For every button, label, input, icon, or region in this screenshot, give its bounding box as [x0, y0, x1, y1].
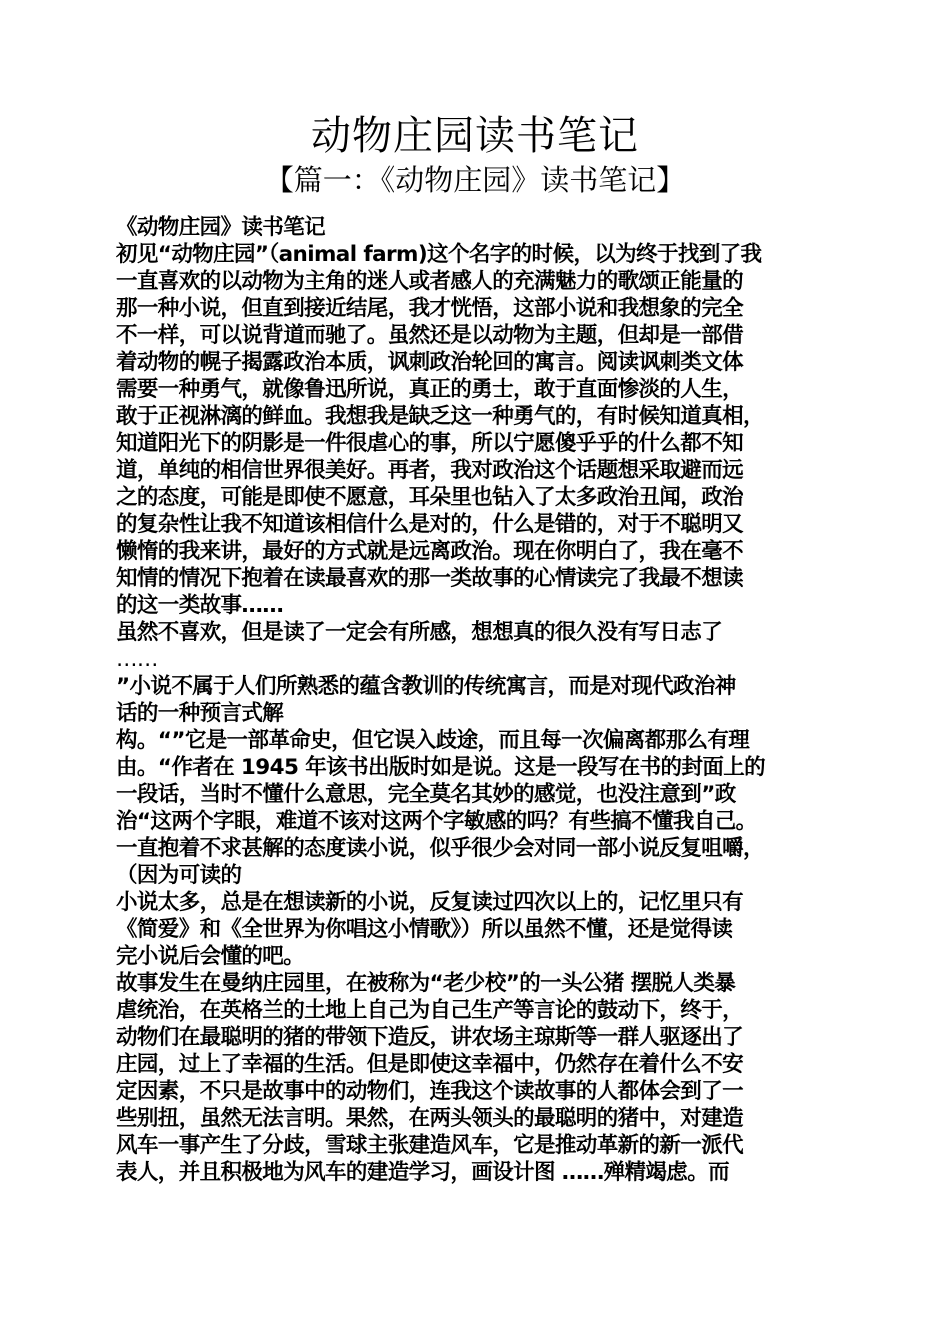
text-line: 不一样，可以说背道而驰了。虽然还是以动物为主题，但却是一部借 — [116, 323, 744, 348]
text-line: 虽然不喜欢，但是读了一定会有所感，想想真的很久没有写日志了 — [116, 620, 723, 645]
text-line: 表人，并且积极地为风车的建造学习，画设计图 ……殚精竭虑。而 — [116, 1160, 729, 1185]
text-line: 的复杂性让我不知道该相信什么是对的，什么是错的，对于不聪明又 — [116, 512, 744, 537]
text-line: 庄园，过上了幸福的生活。但是即使这幸福中，仍然存在着什么不安 — [116, 1052, 744, 1077]
text-line: 虐统治，在英格兰的土地上自己为自己生产等言论的鼓动下，终于， — [116, 998, 744, 1023]
text-line: 一直喜欢的以动物为主角的迷人或者感人的充满魅力的歌颂正能量的 — [116, 269, 744, 294]
text-line: 些别扭，虽然无法言明。果然，在两头领头的最聪明的猪中，对建造 — [116, 1106, 744, 1131]
text-line: 敢于正视淋漓的鲜血。我想我是缺乏这一种勇气的，有时候知道真相， — [116, 404, 764, 429]
text-line: 着动物的幌子揭露政治本质，讽刺政治轮回的寓言。阅读讽刺类文体 — [116, 350, 744, 375]
text-line: 知情的情况下抱着在读最喜欢的那一类故事的心情读完了我最不想读 — [116, 566, 744, 591]
text-line: 完小说后会懂的吧。 — [116, 944, 305, 969]
text-line: 的这一类故事…… — [116, 593, 284, 618]
text-line: 《简爱》和《全世界为你唱这小情歌》）所以虽然不懂，还是觉得读 — [116, 917, 733, 942]
text-line: 初见“动物庄园”（animal farm)这个名字的时候，以为终于找到了我 — [116, 242, 762, 267]
text-line: 那一种小说，但直到接近结尾，我才恍悟，这部小说和我想象的完全 — [116, 296, 744, 321]
text-line: 懒惰的我来讲，最好的方式就是远离政治。现在你明白了，我在毫不 — [116, 539, 744, 564]
text-line: 故事发生在曼纳庄园里，在被称为“老少校”的一头公猪 摆脱人类暴 — [116, 971, 736, 996]
text-line: （因为可读的 — [116, 863, 242, 888]
body-text — [116, 214, 852, 1186]
text-line: 由。“作者在 1945 年该书出版时如是说。这是一段写在书的封面上的 — [116, 755, 766, 780]
text-line: 一直抱着不求甚解的态度读小说，似乎很少会对同一部小说反复咀嚼， — [116, 836, 764, 861]
text-line: 定因素，不只是故事中的动物们，连我这个读故事的人都体会到了一 — [116, 1079, 744, 1104]
text-line: 小说太多，总是在想读新的小说，反复读过四次以上的，记忆里只有 — [116, 890, 744, 915]
text-line: 知道阳光下的阴影是一件很虐心的事，所以宁愿傻乎乎的什么都不知 — [116, 431, 744, 456]
text-line: 动物们在最聪明的猪的带领下造反，讲农场主琼斯等一群人驱逐出了 — [116, 1025, 744, 1050]
text-line: …… — [116, 647, 158, 672]
text-line: 之的态度，可能是即使不愿意，耳朵里也钻入了太多政治丑闻，政治 — [116, 485, 744, 510]
document-title: 动物庄园读书笔记 — [311, 113, 639, 159]
text-line: 治“这两个字眼，难道不该对这两个字敏感的吗？有些搞不懂我自己。 — [116, 809, 757, 834]
text-line: 道，单纯的相信世界很美好。再者，我对政治这个话题想采取避而远 — [116, 458, 744, 483]
text-line: 风车一事产生了分歧，雪球主张建造风车，它是推动革新的新一派代 — [116, 1133, 744, 1158]
text-line: 构。“”它是一部革命史，但它误入歧途，而且每一次偏离都那么有理 — [116, 728, 750, 753]
text-line: 一段话，当时不懂什么意思，完全莫名其妙的感觉，也没注意到”政 — [116, 782, 736, 807]
text-line: 需要一种勇气，就像鲁迅所说，真正的勇士，敢于直面惨淡的人生， — [116, 377, 744, 402]
text-line: 《动物庄园》读书笔记 — [116, 215, 326, 240]
text-line: 话的一种预言式解 — [116, 701, 284, 726]
document-subtitle: 【篇一：《动物庄园》读书笔记】 — [264, 163, 686, 197]
text-line: ”小说不属于人们所熟悉的蕴含教训的传统寓言，而是对现代政治神 — [116, 674, 736, 699]
